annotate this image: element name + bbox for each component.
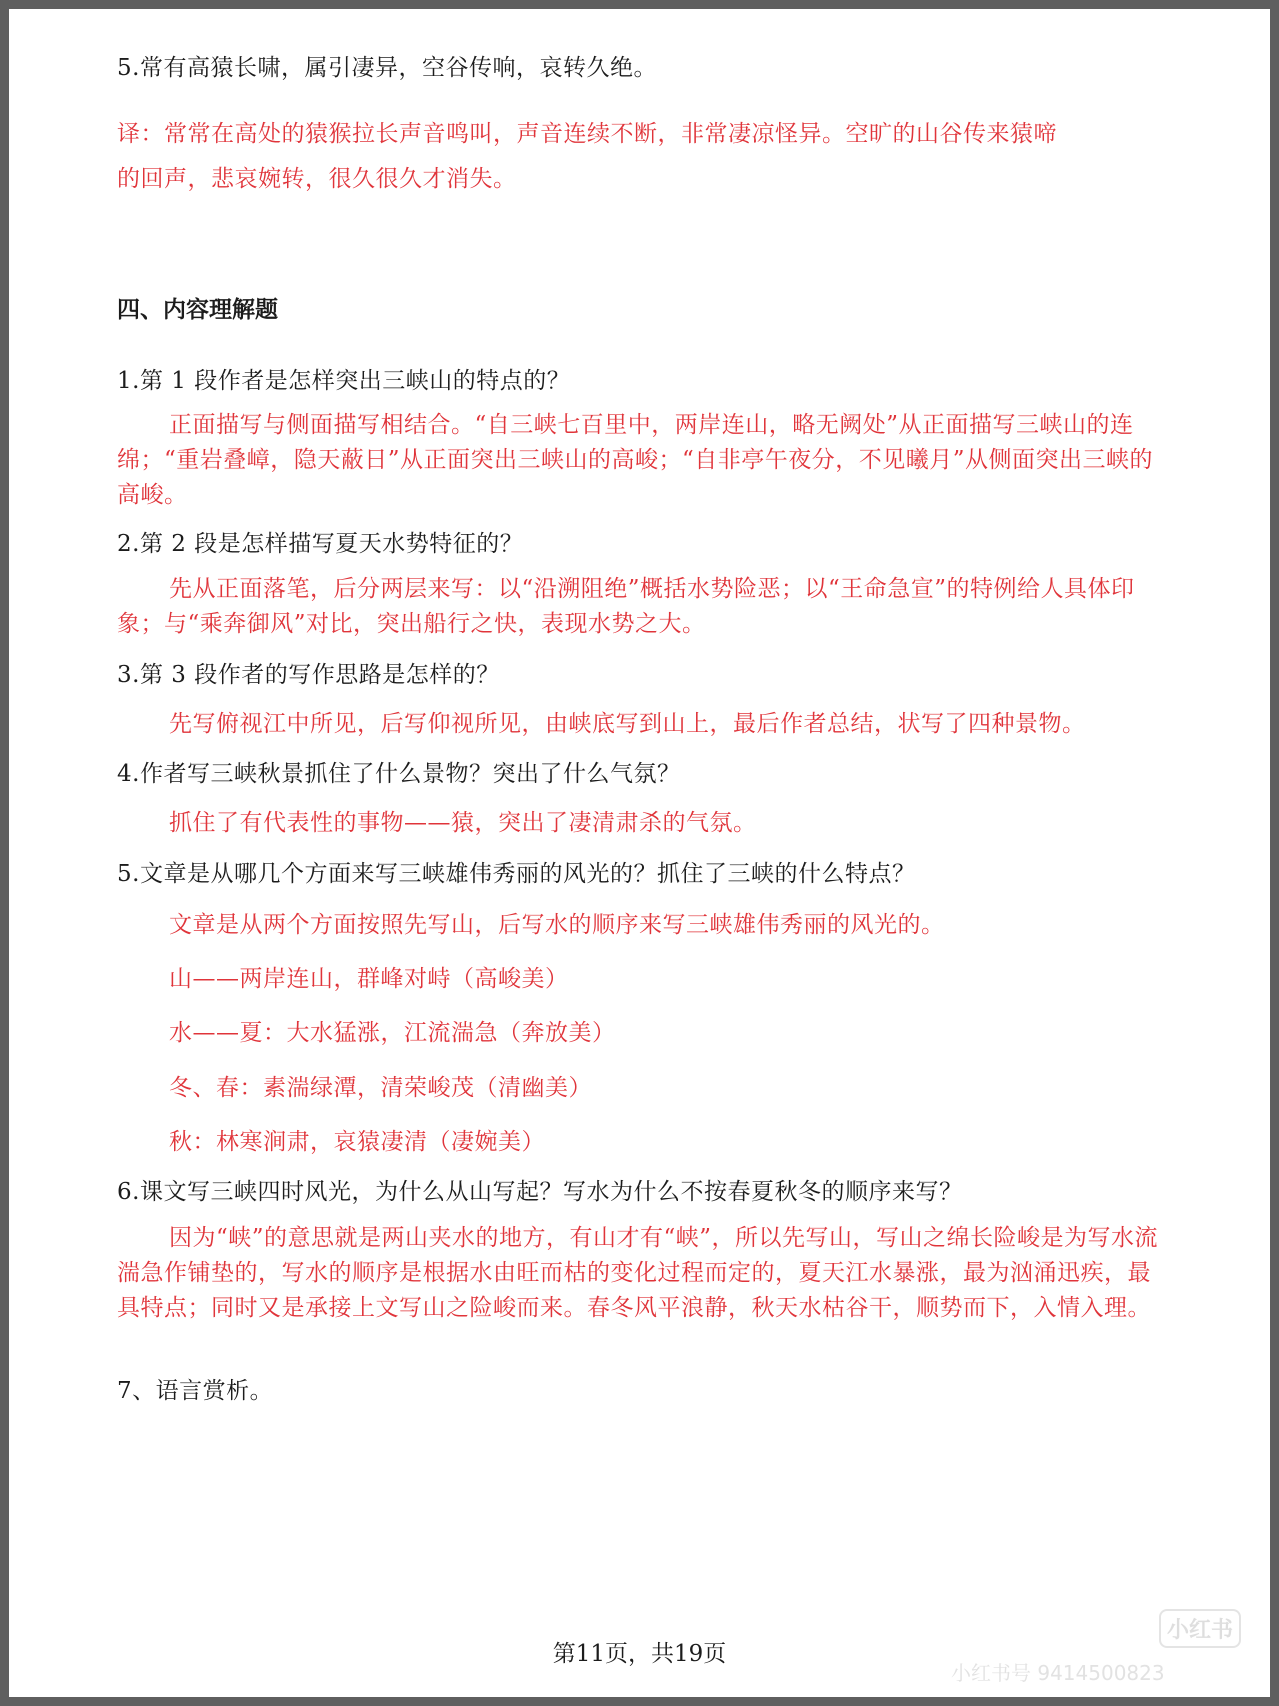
question-1: 1.第 1 段作者是怎样突出三峡山的特点的？ bbox=[117, 368, 571, 394]
translation-answer-line-2: 的回声，悲哀婉转，很久很久才消失。 bbox=[117, 166, 517, 192]
question-7: 7、语言赏析。 bbox=[117, 1378, 274, 1404]
answer-5: 文章是从两个方面按照先写山，后写水的顺序来写三峡雄伟秀丽的风光的。 bbox=[169, 912, 945, 938]
section-heading: 四、内容理解题 bbox=[117, 296, 278, 323]
answer-5-point: 秋：林寒涧肃，哀猿凄清（凄婉美） bbox=[169, 1129, 545, 1155]
watermark-logo: 小红书 bbox=[1159, 1609, 1241, 1648]
translation-answer-line-1: 译：常常在高处的猿猴拉长声音鸣叫，声音连续不断，非常凄凉怪异。空旷的山谷传来猿啼 bbox=[117, 121, 1057, 147]
question-4: 4.作者写三峡秋景抓住了什么景物？突出了什么气氛？ bbox=[117, 761, 681, 787]
answer-5-point: 山——两岸连山，群峰对峙（高峻美） bbox=[169, 966, 569, 992]
translation-question: 5.常有高猿长啸，属引凄异，空谷传响，哀转久绝。 bbox=[117, 55, 657, 81]
question-3: 3.第 3 段作者的写作思路是怎样的？ bbox=[117, 662, 500, 688]
page-number: 第11页，共19页 bbox=[552, 1641, 727, 1667]
answer-6: 因为“峡”的意思就是两山夹水的地方，有山才有“峡”，所以先写山，写山之绵长险峻是为写水流湍急作铺垫的，写水的顺序是根据水由旺而枯的变化过程而定的，夏天江水暴涨，最为汹涌迅疾，最具特点；同时又是承接上文写山之险峻而来。春冬风平浪静，秋天水枯谷干，顺势而下，入情入理。 bbox=[117, 1225, 1159, 1321]
answer-4: 抓住了有代表性的事物——猿，突出了凄清肃杀的气氛。 bbox=[169, 810, 757, 836]
answer-1: 正面描写与侧面描写相结合。“自三峡七百里中，两岸连山，略无阙处”从正面描写三峡山的连绵；“重岩叠嶂，隐天蔽日”从正面突出三峡山的高峻；“自非亭午夜分，不见曦月”从侧面突出三峡的高峻。 bbox=[117, 412, 1154, 508]
answer-2: 先从正面落笔，后分两层来写：以“沿溯阻绝”概括水势险恶；以“王命急宣”的特例给人具体印象；与“乘奔御风”对比，突出船行之快，表现水势之大。 bbox=[117, 576, 1135, 637]
question-2: 2.第 2 段是怎样描写夏天水势特征的？ bbox=[117, 531, 524, 557]
watermark-id: 小红书号 9414500823 bbox=[951, 1661, 1165, 1685]
question-5: 5.文章是从哪几个方面来写三峡雄伟秀丽的风光的？抓住了三峡的什么特点？ bbox=[117, 861, 916, 887]
document-page bbox=[9, 9, 1270, 1697]
answer-3: 先写俯视江中所见，后写仰视所见，由峡底写到山上，最后作者总结，状写了四种景物。 bbox=[169, 711, 1086, 737]
answer-5-point: 水——夏：大水猛涨，江流湍急（奔放美） bbox=[169, 1020, 616, 1046]
answer-5-point: 冬、春：素湍绿潭，清荣峻茂（清幽美） bbox=[169, 1075, 592, 1101]
question-6: 6.课文写三峡四时风光，为什么从山写起？写水为什么不按春夏秋冬的顺序来写？ bbox=[117, 1179, 963, 1205]
